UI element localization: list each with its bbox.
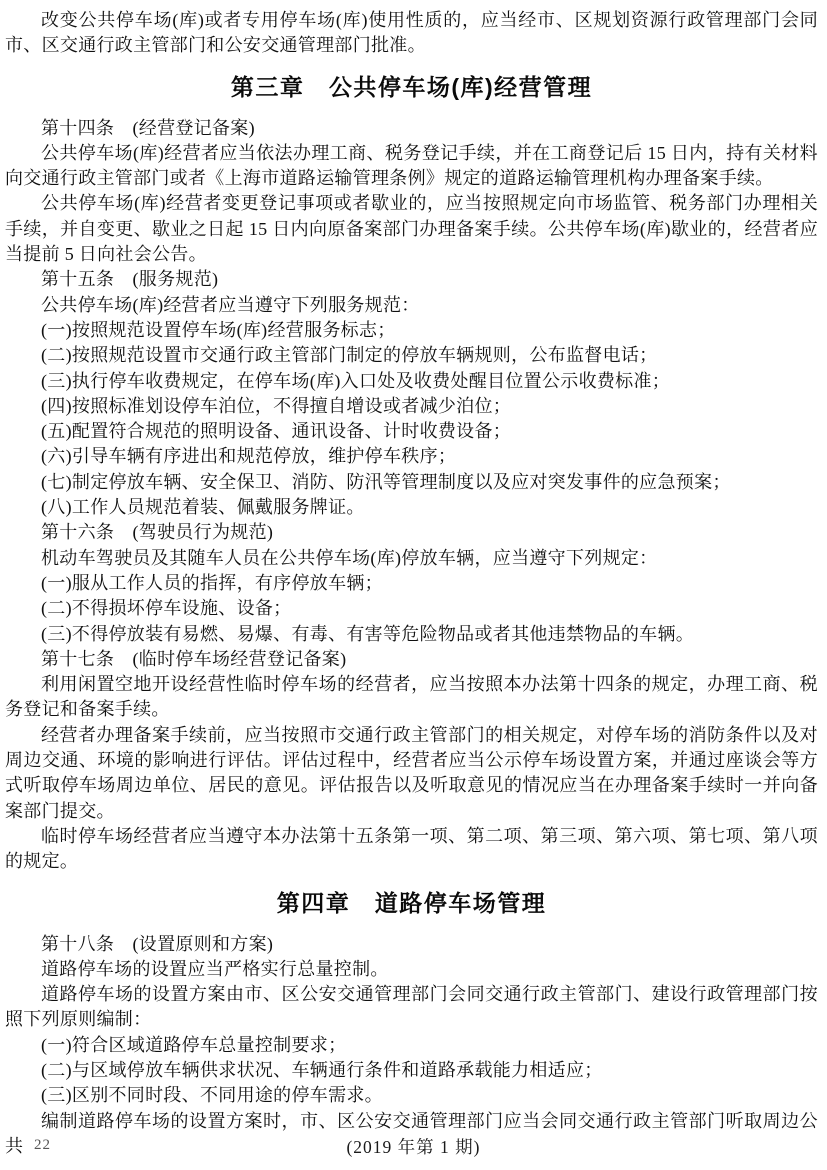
paragraph: 临时停车场经营者应当遵守本办法第十五条第一项、第二项、第三项、第六项、第七项、第八项的规定。 — [5, 825, 818, 872]
paragraph: (二)按照规范设置市交通行政主管部门制定的停放车辆规则，公布监督电话； — [41, 345, 658, 366]
article-heading: 第十五条 (服务规范) — [41, 269, 219, 290]
paragraph: (一)符合区域道路停车总量控制要求； — [41, 1034, 347, 1055]
paragraph: (二)与区域停放车辆供求状况、车辆通行条件和道路承载能力相适应； — [41, 1059, 603, 1080]
paragraph: (三)区别不同时段、不同用途的停车需求。 — [41, 1085, 383, 1106]
paragraph: 经营者办理备案手续前，应当按照市交通行政主管部门的相关规定，对停车场的消防条件以及对周边交通、环境的影响进行评估。评估过程中，经营者应当公示停车场设置方案，并通过座谈会等方式听取停车场周边单位、居民的意见。评估报告以及听取意见的情况应当在办理备案手续时一并向备案部门提交。 — [5, 724, 818, 821]
page-number: 22 — [34, 1137, 51, 1153]
article-heading: 第十四条 (经营登记备案) — [41, 117, 255, 138]
article-heading: 第十七条 (临时停车场经营登记备案) — [41, 648, 347, 669]
paragraph: (一)服从工作人员的指挥，有序停放车辆； — [41, 572, 383, 593]
issue-label: (2019 年第 1 期) — [346, 1137, 481, 1157]
page-footer — [0, 1134, 827, 1156]
paragraph: (二)不得损坏停车设施、设备； — [41, 598, 292, 619]
paragraph: 公共停车场(库)经营者应当遵守下列服务规范： — [41, 294, 420, 315]
paragraph: 利用闲置空地开设经营性临时停车场的经营者，应当按照本办法第十四条的规定，办理工商、税务登记和备案手续。 — [5, 674, 818, 720]
paragraph: 机动车驾驶员及其随车人员在公共停车场(库)停放车辆，应当遵守下列规定： — [41, 547, 658, 568]
paragraph: 道路停车场的设置方案由市、区公安交通管理部门会同交通行政主管部门、建设行政管理部门按照下列原则编制： — [5, 984, 818, 1030]
article-heading: 第十八条 (设置原则和方案) — [41, 933, 274, 954]
article-heading: 第十六条 (驾驶员行为规范) — [41, 522, 274, 543]
chapter-heading: 第三章 公共停车场(库)经营管理 — [230, 73, 593, 100]
paragraph: (三)执行停车收费规定，在停车场(库)入口处及收费处醒目位置公示收费标准； — [41, 370, 671, 391]
chapter-heading: 第四章 道路停车场管理 — [276, 889, 547, 916]
paragraph: 公共停车场(库)经营者变更登记事项或者歇业的，应当按照规定向市场监管、税务部门办理相关手续，并自变更、歇业之日起 15 日内向原备案部门办理备案手续。公共停车场(库)歇业的，经营者应当提前 5 日向社会公告。 — [5, 193, 818, 265]
paragraph: (五)配置符合规范的照明设备、通讯设备、计时收费设备； — [41, 421, 512, 442]
paragraph: (六)引导车辆有序进出和规范停放，维护停车秩序； — [41, 446, 457, 467]
paragraph: 道路停车场的设置应当严格实行总量控制。 — [41, 958, 389, 979]
paragraph: 改变公共停车场(库)或者专用停车场(库)使用性质的，应当经市、区规划资源行政管理部门会同市、区交通行政主管部门和公安交通管理部门批准。 — [5, 10, 818, 56]
document-content — [5, 8, 818, 1159]
paragraph: (八)工作人员规范着装、佩戴服务牌证。 — [41, 497, 365, 518]
paragraph: 编制道路停车场的设置方案时，市、区公安交通管理部门应当会同交通行政主管部门听取周边公共 — [5, 1110, 818, 1156]
paragraph: 公共停车场(库)经营者应当依法办理工商、税务登记手续，并在工商登记后 15 日内，持有关材料向交通行政主管部门或者《上海市道路运输管理条例》规定的道路运输管理机构办理备案手续。 — [5, 142, 818, 189]
paragraph: (七)制定停放车辆、安全保卫、消防、防汛等管理制度以及应对突发事件的应急预案； — [41, 471, 731, 492]
paragraph: (三)不得停放装有易燃、易爆、有毒、有害等危险物品或者其他违禁物品的车辆。 — [41, 623, 695, 644]
paragraph: (四)按照标准划设停车泊位，不得擅自增设或者减少泊位； — [41, 395, 512, 416]
paragraph: (一)按照规范设置停车场(库)经营服务标志； — [41, 319, 396, 340]
